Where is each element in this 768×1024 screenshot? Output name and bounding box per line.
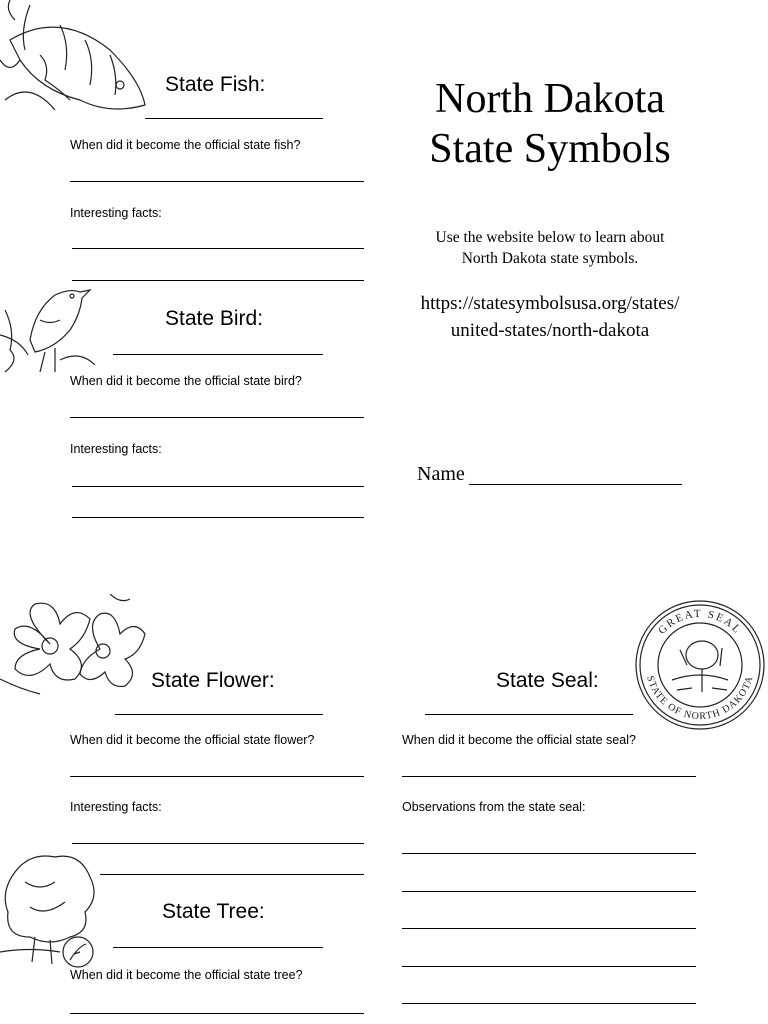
flower-illustration bbox=[0, 594, 150, 696]
title-line-1: North Dakota bbox=[435, 76, 665, 122]
website-url-line-2: united-states/north-dakota bbox=[450, 320, 650, 341]
bird-illustration bbox=[0, 280, 96, 375]
tree-name-line bbox=[113, 947, 323, 948]
bird-name-line bbox=[113, 354, 323, 355]
instructions-line-1: Use the website below to learn about bbox=[435, 229, 665, 246]
flower-answer-line bbox=[70, 776, 364, 777]
seal-observation-line-2 bbox=[402, 891, 696, 892]
fish-illustration bbox=[0, 0, 150, 125]
flower-facts-label: Interesting facts: bbox=[70, 800, 162, 814]
seal-answer-line bbox=[402, 776, 696, 777]
seal-observations-label: Observations from the state seal: bbox=[402, 800, 586, 814]
fish-question: When did it become the official state fish? bbox=[70, 138, 301, 152]
fish-name-line bbox=[145, 118, 323, 119]
tree-heading: State Tree: bbox=[162, 900, 265, 923]
bird-facts-line-2 bbox=[72, 517, 364, 518]
seal-observation-line-5 bbox=[402, 1003, 696, 1004]
name-label: Name bbox=[417, 463, 465, 485]
tree-question: When did it become the official state tree? bbox=[70, 968, 303, 982]
svg-text:GREAT SEAL: GREAT SEAL bbox=[656, 607, 745, 637]
seal-name-line bbox=[425, 714, 633, 715]
name-blank-line bbox=[469, 484, 682, 485]
fish-facts-line-1 bbox=[72, 248, 364, 249]
fish-facts-line-2 bbox=[72, 280, 364, 281]
flower-question: When did it become the official state flower? bbox=[70, 733, 315, 747]
flower-name-line bbox=[115, 714, 323, 715]
fish-facts-label: Interesting facts: bbox=[70, 206, 162, 220]
website-url-line-1: https://statesymbolsusa.org/states/ bbox=[420, 293, 680, 314]
fish-heading: State Fish: bbox=[165, 73, 266, 96]
tree-answer-line bbox=[70, 1013, 364, 1014]
flower-facts-line-2 bbox=[100, 874, 364, 875]
title-line-2: State Symbols bbox=[429, 126, 671, 172]
bird-facts-line-1 bbox=[72, 486, 364, 487]
flower-heading: State Flower: bbox=[151, 669, 275, 692]
bird-facts-label: Interesting facts: bbox=[70, 442, 162, 456]
seal-question: When did it become the official state seal? bbox=[402, 733, 636, 747]
seal-observation-line-4 bbox=[402, 966, 696, 967]
bird-answer-line bbox=[70, 417, 364, 418]
svg-text:STATE OF NORTH DAKOTA: STATE OF NORTH DAKOTA bbox=[644, 674, 756, 723]
bird-heading: State Bird: bbox=[165, 307, 264, 330]
seal-observation-line-1 bbox=[402, 853, 696, 854]
bird-question: When did it become the official state bird? bbox=[70, 374, 302, 388]
flower-facts-line-1 bbox=[72, 843, 364, 844]
tree-illustration bbox=[0, 852, 100, 972]
fish-answer-line bbox=[70, 181, 364, 182]
north-dakota-seal-illustration bbox=[632, 600, 768, 730]
seal-heading: State Seal: bbox=[496, 669, 599, 692]
seal-observation-line-3 bbox=[402, 928, 696, 929]
instructions-line-2: North Dakota state symbols. bbox=[461, 250, 639, 267]
